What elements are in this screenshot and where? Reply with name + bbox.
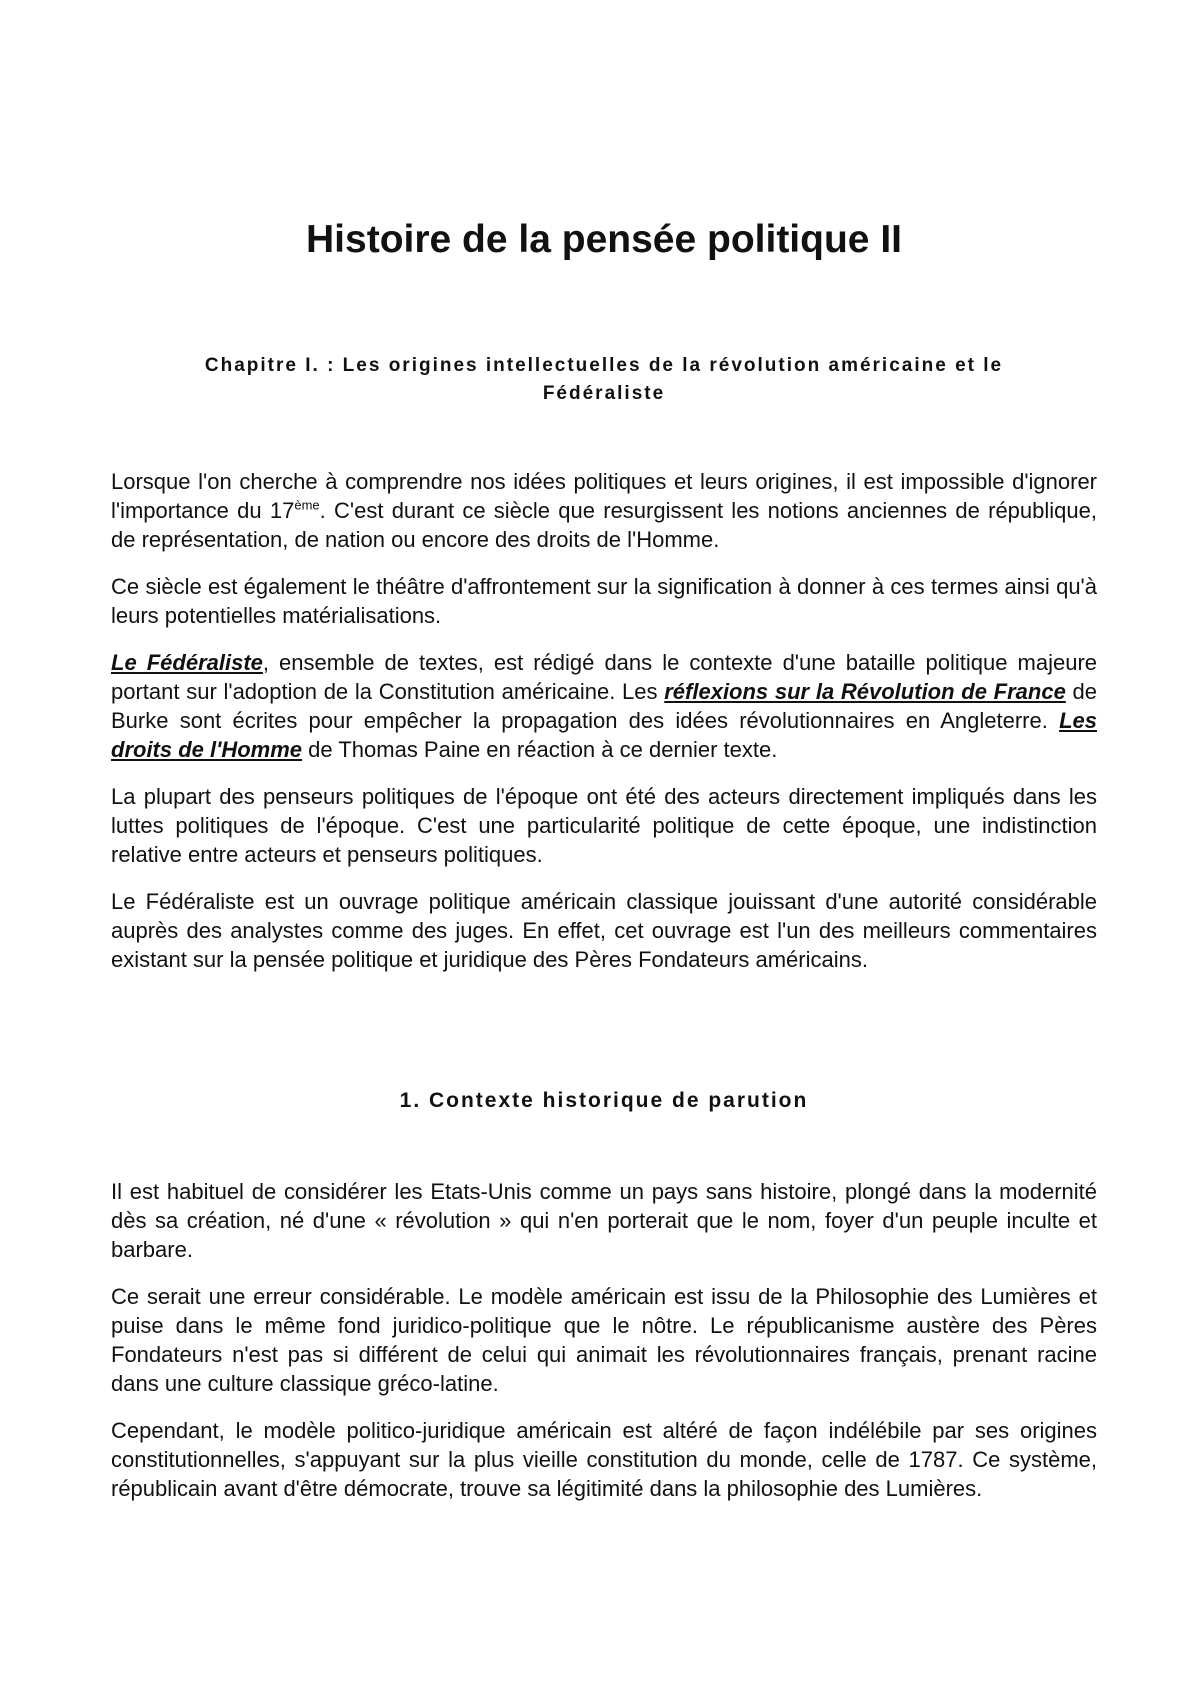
section1-paragraph-1: Il est habituel de considérer les Etats-Unis comme un pays sans histoire, plongé dans la modernité dès sa création, né d'une « révolution » qui n'en porterait que le nom, foyer d'un peuple inculte et barbare. bbox=[111, 1179, 1097, 1262]
book-title-federaliste: Le Fédéraliste bbox=[111, 650, 263, 675]
superscript-eme: ème bbox=[294, 497, 320, 513]
intro-p3-text-c: de Thomas Paine en réaction à ce dernier texte. bbox=[302, 737, 778, 762]
intro-paragraph-1 bbox=[111, 467, 1097, 554]
intro-paragraph-5: Le Fédéraliste est un ouvrage politique américain classique jouissant d'une autorité considérable auprès des analystes comme des juges. En effet, cet ouvrage est l'un des meilleurs commentaires existant sur la pensée politique et juridique des Pères Fondateurs américains. bbox=[111, 889, 1097, 972]
document-title: Histoire de la pensée politique II bbox=[306, 218, 902, 261]
section1-paragraph-3: Cependant, le modèle politico-juridique américain est altéré de façon indélébile par ses origines constitutionnelles, s'appuyant sur la plus vieille constitution du monde, celle de 1787. Ce système, républicain avant d'être démocrate, trouve sa légitimité dans la philosophie des Lumières. bbox=[111, 1418, 1097, 1501]
intro-paragraph-2: Ce siècle est également le théâtre d'affrontement sur la signification à donner à ces termes ainsi qu'à leurs potentielles matérialisations. bbox=[111, 574, 1097, 628]
section1-paragraph-2: Ce serait une erreur considérable. Le modèle américain est issu de la Philosophie des Lumières et puise dans le même fond juridico-politique que le nôtre. Le républicanisme austère des Pères Fondateurs n'est pas si différent de celui qui animait les révolutionnaires français, prenant racine dans une culture classique gréco-latine. bbox=[111, 1284, 1097, 1396]
chapter-title-line1: Chapitre I. : Les origines intellectuelles de la révolution américaine et le bbox=[204, 355, 1004, 376]
intro-p1-text-a: Lorsque l'on cherche à comprendre nos idées politiques et leurs origines, il est impossible d'ignorer l'importance du 17 bbox=[111, 469, 1097, 523]
chapter-title bbox=[111, 352, 1097, 408]
intro-paragraph-4: La plupart des penseurs politiques de l'époque ont été des acteurs directement impliqués dans les luttes politiques de l'époque. C'est une particularité politique de cette époque, une indistinction relative entre acteurs et penseurs politiques. bbox=[111, 784, 1097, 867]
intro-p1-text-b: . C'est durant ce siècle que resurgissent les notions anciennes de république, de représentation, de nation ou encore des droits de l'Homme. bbox=[111, 498, 1097, 552]
intro-p3-text-b: de Burke sont écrites pour empêcher la propagation des idées révolutionnaires en Angleterre. bbox=[111, 679, 1097, 733]
book-title-paine: Les droits de l'Homme bbox=[111, 708, 1097, 762]
intro-text bbox=[111, 467, 1097, 992]
section1-text bbox=[111, 1177, 1097, 1521]
intro-paragraph-3 bbox=[111, 648, 1097, 764]
intro-p3-text-a: , ensemble de textes, est rédigé dans le contexte d'une bataille politique majeure portant sur l'adoption de la Constitution américaine. Les bbox=[111, 650, 1098, 704]
chapter-title-line2: Fédéraliste bbox=[542, 383, 666, 404]
book-title-burke: réflexions sur la Révolution de France bbox=[664, 679, 1066, 704]
section-heading: 1. Contexte historique de parution bbox=[399, 1089, 809, 1112]
